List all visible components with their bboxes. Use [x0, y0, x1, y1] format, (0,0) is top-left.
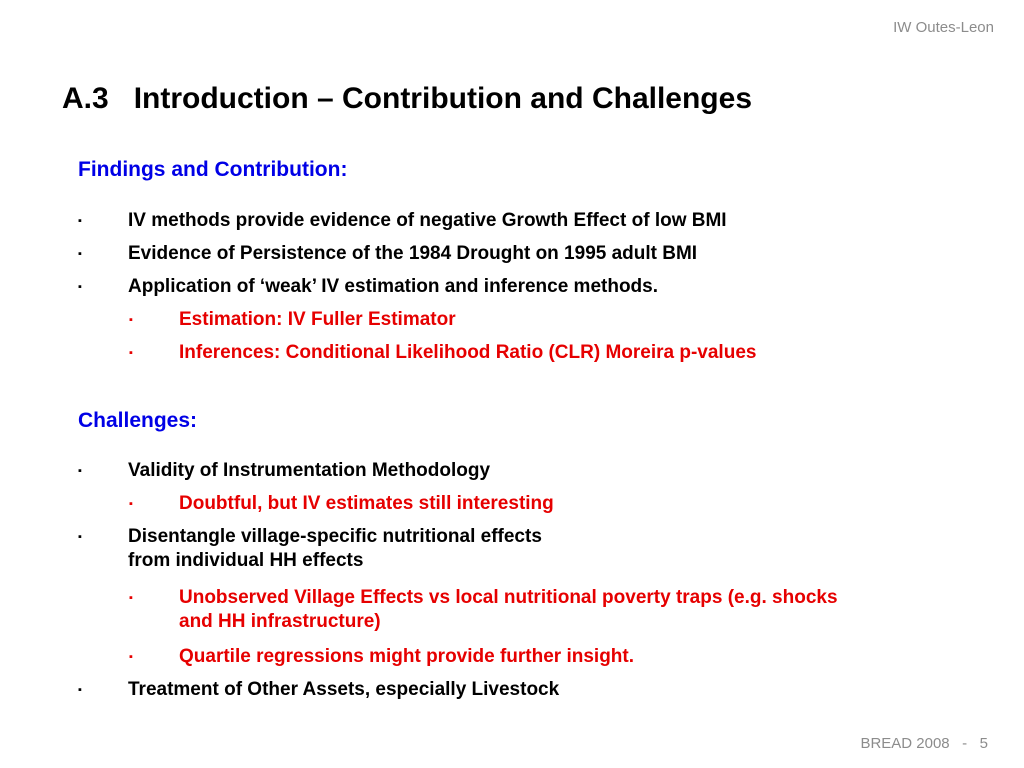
footer: BREAD 2008 - 5	[860, 735, 988, 752]
findings-subitem-1-text: Estimation: IV Fuller Estimator	[179, 309, 456, 330]
challenges-item-2-sub-2-text: Quartile regressions might provide further insight.	[179, 646, 635, 667]
challenges-item-1-sub-text: Doubtful, but IV estimates still interesting	[179, 493, 554, 514]
bullet-marker: ▪	[78, 684, 82, 696]
findings-item-2	[78, 242, 698, 266]
bullet-marker: ▪	[129, 592, 133, 604]
findings-item-3	[78, 275, 658, 299]
challenges-item-2	[78, 525, 542, 573]
bullet-marker: ▪	[78, 281, 82, 293]
findings-item-2-text: Evidence of Persistence of the 1984 Drought on 1995 adult BMI	[128, 243, 698, 264]
challenges-item-2-line-1: Disentangle village-specific nutritional effects	[128, 526, 542, 547]
findings-item-1	[78, 209, 727, 233]
slide-title: A.3 Introduction – Contribution and Challenges	[62, 82, 752, 115]
findings-item-1-text: IV methods provide evidence of negative Growth Effect of low BMI	[128, 210, 727, 231]
challenges-item-3	[78, 678, 560, 702]
header-author: IW Outes-Leon	[893, 19, 994, 36]
challenges-item-2-sub-1-line-2: and HH infrastructure)	[179, 611, 381, 632]
bullet-marker: ▪	[78, 531, 82, 543]
findings-subitem-1	[129, 308, 456, 332]
challenges-item-1-sub	[129, 492, 554, 516]
findings-heading: Findings and Contribution:	[78, 158, 348, 181]
challenges-item-2-sub-1	[129, 586, 838, 634]
challenges-heading: Challenges:	[78, 409, 198, 432]
challenges-item-2-sub-1-line-1: Unobserved Village Effects vs local nutritional poverty traps (e.g. shocks	[179, 587, 838, 608]
bullet-marker: ▪	[129, 651, 133, 663]
bullet-marker: ▪	[129, 498, 133, 510]
challenges-item-2-sub-2	[129, 645, 635, 669]
bullet-marker: ▪	[129, 314, 133, 326]
challenges-item-1-text: Validity of Instrumentation Methodology	[128, 460, 491, 481]
challenges-item-1	[78, 459, 491, 483]
findings-item-3-text: Application of ‘weak’ IV estimation and inference methods.	[128, 276, 658, 297]
challenges-item-2-line-2: from individual HH effects	[128, 550, 364, 571]
bullet-marker: ▪	[78, 248, 82, 260]
findings-subitem-2-text: Inferences: Conditional Likelihood Ratio (CLR) Moreira p-values	[179, 342, 757, 363]
bullet-marker: ▪	[129, 347, 133, 359]
findings-subitem-2	[129, 341, 757, 365]
challenges-item-3-text: Treatment of Other Assets, especially Livestock	[128, 679, 560, 700]
bullet-marker: ▪	[78, 465, 82, 477]
bullet-marker: ▪	[78, 215, 82, 227]
